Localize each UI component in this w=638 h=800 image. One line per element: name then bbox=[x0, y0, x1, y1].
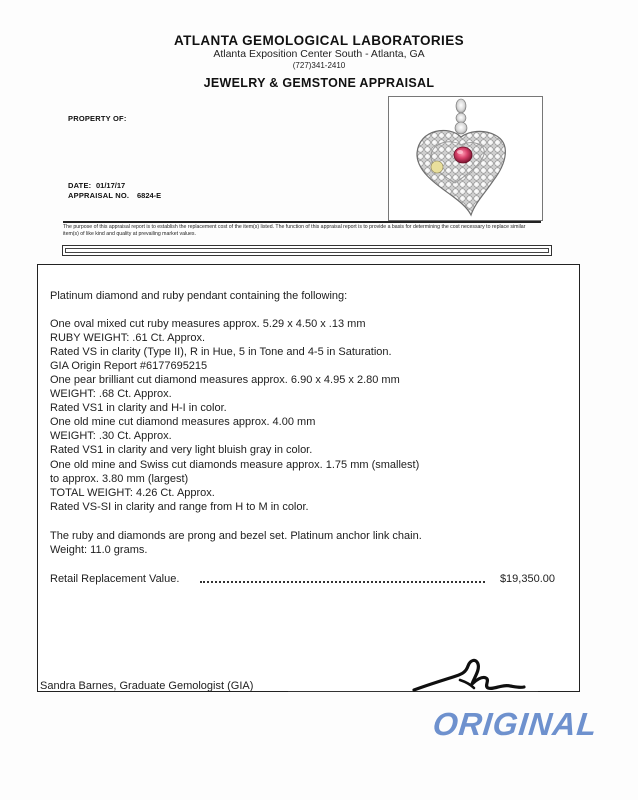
description-line: WEIGHT: .68 Ct. Approx. bbox=[50, 388, 172, 400]
lab-address: Atlanta Exposition Center South - Atlanta, GA bbox=[213, 48, 425, 60]
heart-pendant-image bbox=[389, 97, 542, 220]
divider-bar bbox=[62, 245, 552, 256]
description-intro: Platinum diamond and ruby pendant containing the following: bbox=[50, 290, 348, 302]
handwritten-signature bbox=[410, 654, 530, 698]
description-line: TOTAL WEIGHT: 4.26 Ct. Approx. bbox=[50, 487, 215, 499]
setting-line: The ruby and diamonds are prong and bezel set. Platinum anchor link chain. bbox=[50, 530, 422, 542]
lab-phone: (727)341-2410 bbox=[292, 61, 346, 70]
property-label: PROPERTY OF: bbox=[68, 114, 127, 123]
appraisal-no-value: 6824-E bbox=[137, 191, 162, 200]
header-rule bbox=[63, 221, 541, 223]
description-line: One pear brilliant cut diamond measures approx. 6.90 x 4.95 x 2.80 mm bbox=[50, 374, 400, 386]
appraisal-no-label: APPRAISAL NO. bbox=[68, 191, 130, 200]
retail-value-label: Retail Replacement Value. bbox=[50, 573, 180, 585]
description-line: WEIGHT: .30 Ct. Approx. bbox=[50, 430, 172, 442]
retail-value-amount: $19,350.00 bbox=[499, 573, 555, 585]
setting-line: Weight: 11.0 grams. bbox=[50, 544, 148, 556]
description-line: GIA Origin Report #6177695215 bbox=[50, 360, 208, 372]
lab-name: ATLANTA GEMOLOGICAL LABORATORIES bbox=[173, 33, 465, 48]
signer-name: Sandra Barnes, Graduate Gemologist (GIA) bbox=[40, 680, 254, 692]
description-line: to approx. 3.80 mm (largest) bbox=[50, 473, 189, 485]
document-title: JEWELRY & GEMSTONE APPRAISAL bbox=[203, 76, 435, 90]
purpose-statement: The purpose of this appraisal report is to establish the replacement cost of the item(s) listed. The function of this appraisal report is to provide a basis for determining the cost necessary to replace similar item(s) of like kind and quality at prevailing market values. bbox=[63, 224, 526, 237]
original-stamp: ORIGINAL bbox=[431, 706, 600, 742]
retail-value-row bbox=[50, 573, 555, 585]
date-value: 01/17/17 bbox=[96, 181, 126, 190]
description-line: Rated VS1 in clarity and H-I in color. bbox=[50, 402, 227, 414]
description-line: One oval mixed cut ruby measures approx. 5.29 x 4.50 x .13 mm bbox=[50, 318, 366, 330]
description-line: RUBY WEIGHT: .61 Ct. Approx. bbox=[50, 332, 206, 344]
description-line: One old mine cut diamond measures approx. 4.00 mm bbox=[50, 416, 316, 428]
description-line: One old mine and Swiss cut diamonds measure approx. 1.75 mm (smallest) bbox=[50, 459, 420, 471]
description-line: Rated VS1 in clarity and very light bluish gray in color. bbox=[50, 444, 313, 456]
pendant-photo bbox=[388, 96, 543, 221]
leader-dots bbox=[200, 580, 485, 583]
description-line: Rated VS in clarity (Type II), R in Hue, 5 in Tone and 4-5 in Saturation. bbox=[50, 346, 392, 358]
date-label: DATE: bbox=[68, 181, 92, 190]
description-line: Rated VS-SI in clarity and range from H to M in color. bbox=[50, 501, 309, 513]
